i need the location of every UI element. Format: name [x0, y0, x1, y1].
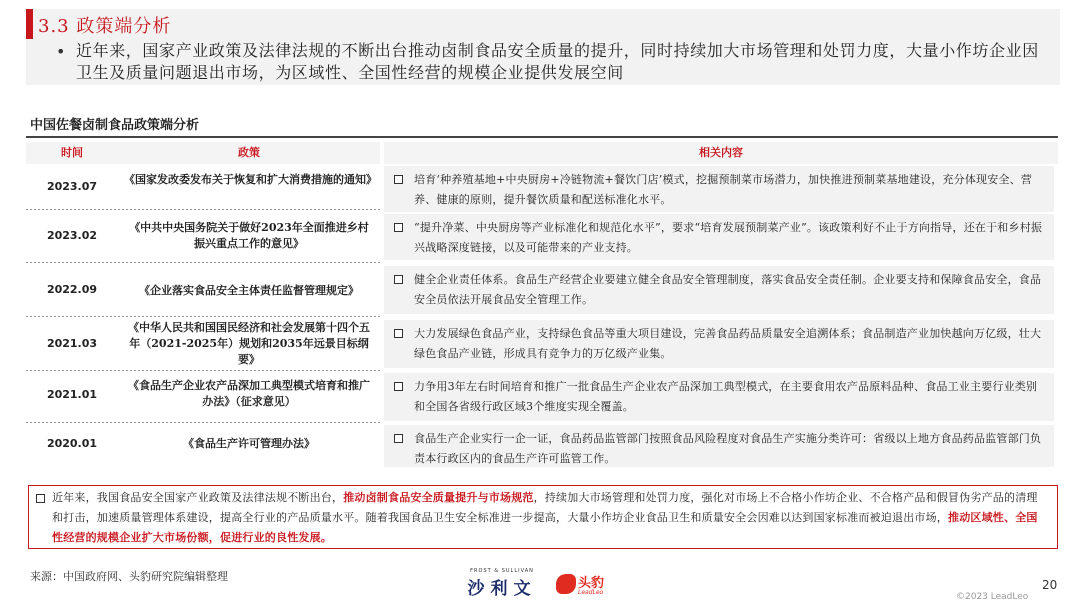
- row-time: 2023.02: [46, 229, 98, 242]
- leadleo-logo: [556, 572, 626, 600]
- row-divider: [26, 209, 380, 210]
- frost-sullivan-logo: [456, 568, 548, 599]
- summary-highlight-1: 推动卤制食品安全质量提升与市场规范: [343, 491, 534, 504]
- summary-part-2: ，持续加大市场管理和处罚力度，强化对市场上不合格小作坊企业、不合格产品和假冒伪劣产品的清理和打击，加速质量管理体系建设，提高全行业的产品质量水平。随着我国食品卫生安全标准进一步提高，大量小作坊企业食品卫生和质量安全会因难以达到国家标准而被迫退出市场，: [52, 491, 1038, 524]
- checkbox-bullet-icon: [394, 275, 403, 284]
- table-title-divider: [26, 136, 1058, 138]
- leopard-icon: [556, 574, 576, 594]
- row-time: 2021.01: [46, 388, 98, 401]
- row-content-text: 力争用3年左右时间培育和推广一批食品生产企业农产品深加工典型模式，在主要食用农产品原料品种、食品工业主要行业类别和全国各省级行政区域3个维度实现全覆盖。: [414, 380, 1038, 413]
- row-content: [384, 214, 1054, 260]
- row-content: [384, 425, 1054, 467]
- frost-sullivan-logo-main: 沙利文: [467, 579, 537, 599]
- row-time: 2022.09: [46, 283, 98, 296]
- row-content-text: 食品生产企业实行一企一证，食品药品监管部门按照食品风险程度对食品生产实施分类许可：省级以上地方食品药品监管部门负责本行政区内的食品生产许可监管工作。: [414, 432, 1042, 465]
- checkbox-bullet-icon: [394, 223, 403, 232]
- checkbox-bullet-icon: [394, 175, 403, 184]
- row-content-text: 大力发展绿色食品产业，支持绿色食品等重大项目建设，完善食品药品质量安全追溯体系；食品制造产业加快越向万亿级，壮大绿色食品产业链，形成具有竞争力的万亿级产业集。: [414, 327, 1042, 360]
- summary-part-1: 近年来，我国食品安全国家产业政策及法律法规不断出台，: [52, 491, 344, 504]
- page-number: 20: [1042, 578, 1058, 592]
- subtitle-bullet: •: [56, 42, 66, 61]
- row-divider: [26, 262, 380, 263]
- row-time: 2021.03: [46, 337, 98, 350]
- row-content-text: “提升净菜、中央厨房等产业标准化和规范化水平”，要求“培育发展预制菜产业”。该政策利好不止于方向指导，还在于和乡村振兴战略深度链接，以及可能带来的产业支持。: [414, 221, 1043, 254]
- row-content-text: 健全企业责任体系。食品生产经营企业要建立健全食品安全管理制度，落实食品安全责任制。企业要支持和保障食品安全，食品安全员依法开展食品安全管理工作。: [414, 273, 1042, 306]
- summary-highlight-2: 推动区域性、全国性经营的规模企业扩大市场份额，促进行业的良性发展。: [52, 511, 1038, 544]
- leadleo-logo-sub: LeadLeo: [578, 589, 604, 596]
- checkbox-bullet-icon: [394, 382, 403, 391]
- page-title: 3.3 政策端分析: [38, 16, 172, 37]
- row-content: [384, 320, 1054, 368]
- row-policy: 《企业落实食品安全主体责任监督管理规定》: [139, 284, 359, 297]
- row-divider: [26, 316, 380, 317]
- leadleo-logo-main: 头豹: [578, 576, 605, 591]
- source-note: 来源：中国政府网、头豹研究院编辑整理: [30, 570, 228, 583]
- copyright: ©2023 LeadLeo: [956, 592, 1029, 602]
- checkbox-bullet-icon: [394, 434, 403, 443]
- row-policy: 《中共中央国务院关于做好2023年全面推进乡村振兴重点工作的意见》: [129, 221, 369, 250]
- row-divider: [26, 422, 380, 423]
- row-policy: 《中华人民共和国国民经济和社会发展第十四个五年（2021-2025年）规划和2035年远景目标纲要》: [128, 321, 370, 366]
- row-policy: 《国家发改委发布关于恢复和扩大消费措施的通知》: [124, 173, 377, 186]
- checkbox-bullet-icon: [394, 329, 403, 338]
- title-bar: [26, 9, 1060, 39]
- row-time: 2020.01: [46, 437, 98, 450]
- summary-text: [52, 488, 1048, 548]
- row-content-text: 培育‘种养殖基地+中央厨房+冷链物流+餐饮门店’模式，挖掘预制菜市场潜力，加快推进预制菜基地建设，充分体现安全、营养、健康的原则，提升餐饮质量和配送标准化水平。: [414, 173, 1033, 206]
- row-time: 2023.07: [46, 180, 98, 193]
- column-header-content: 相关内容: [384, 142, 1058, 164]
- table-title: 中国佐餐卤制食品政策端分析: [30, 118, 200, 133]
- row-policy: 《食品生产企业农产品深加工典型模式培育和推广办法》（征求意见）: [128, 379, 370, 408]
- page-subtitle: 近年来，国家产业政策及法律法规的不断出台推动卤制食品安全质量的提升，同时持续加大市场管理和处罚力度，大量小作坊企业因卫生及质量问题退出市场，为区域性、全国性经营的规模企业提供发展空间: [76, 41, 1039, 82]
- row-content: [384, 166, 1054, 212]
- row-content: [384, 266, 1054, 314]
- frost-sullivan-logo-top: FROST & SULLIVAN: [470, 568, 534, 574]
- row-divider: [26, 370, 380, 371]
- column-header-time: 时间: [26, 142, 118, 164]
- row-content: [384, 373, 1054, 421]
- column-header-policy: 政策: [118, 142, 380, 164]
- row-policy: 《食品生产许可管理办法》: [183, 437, 315, 450]
- checkbox-bullet-icon: [36, 494, 45, 503]
